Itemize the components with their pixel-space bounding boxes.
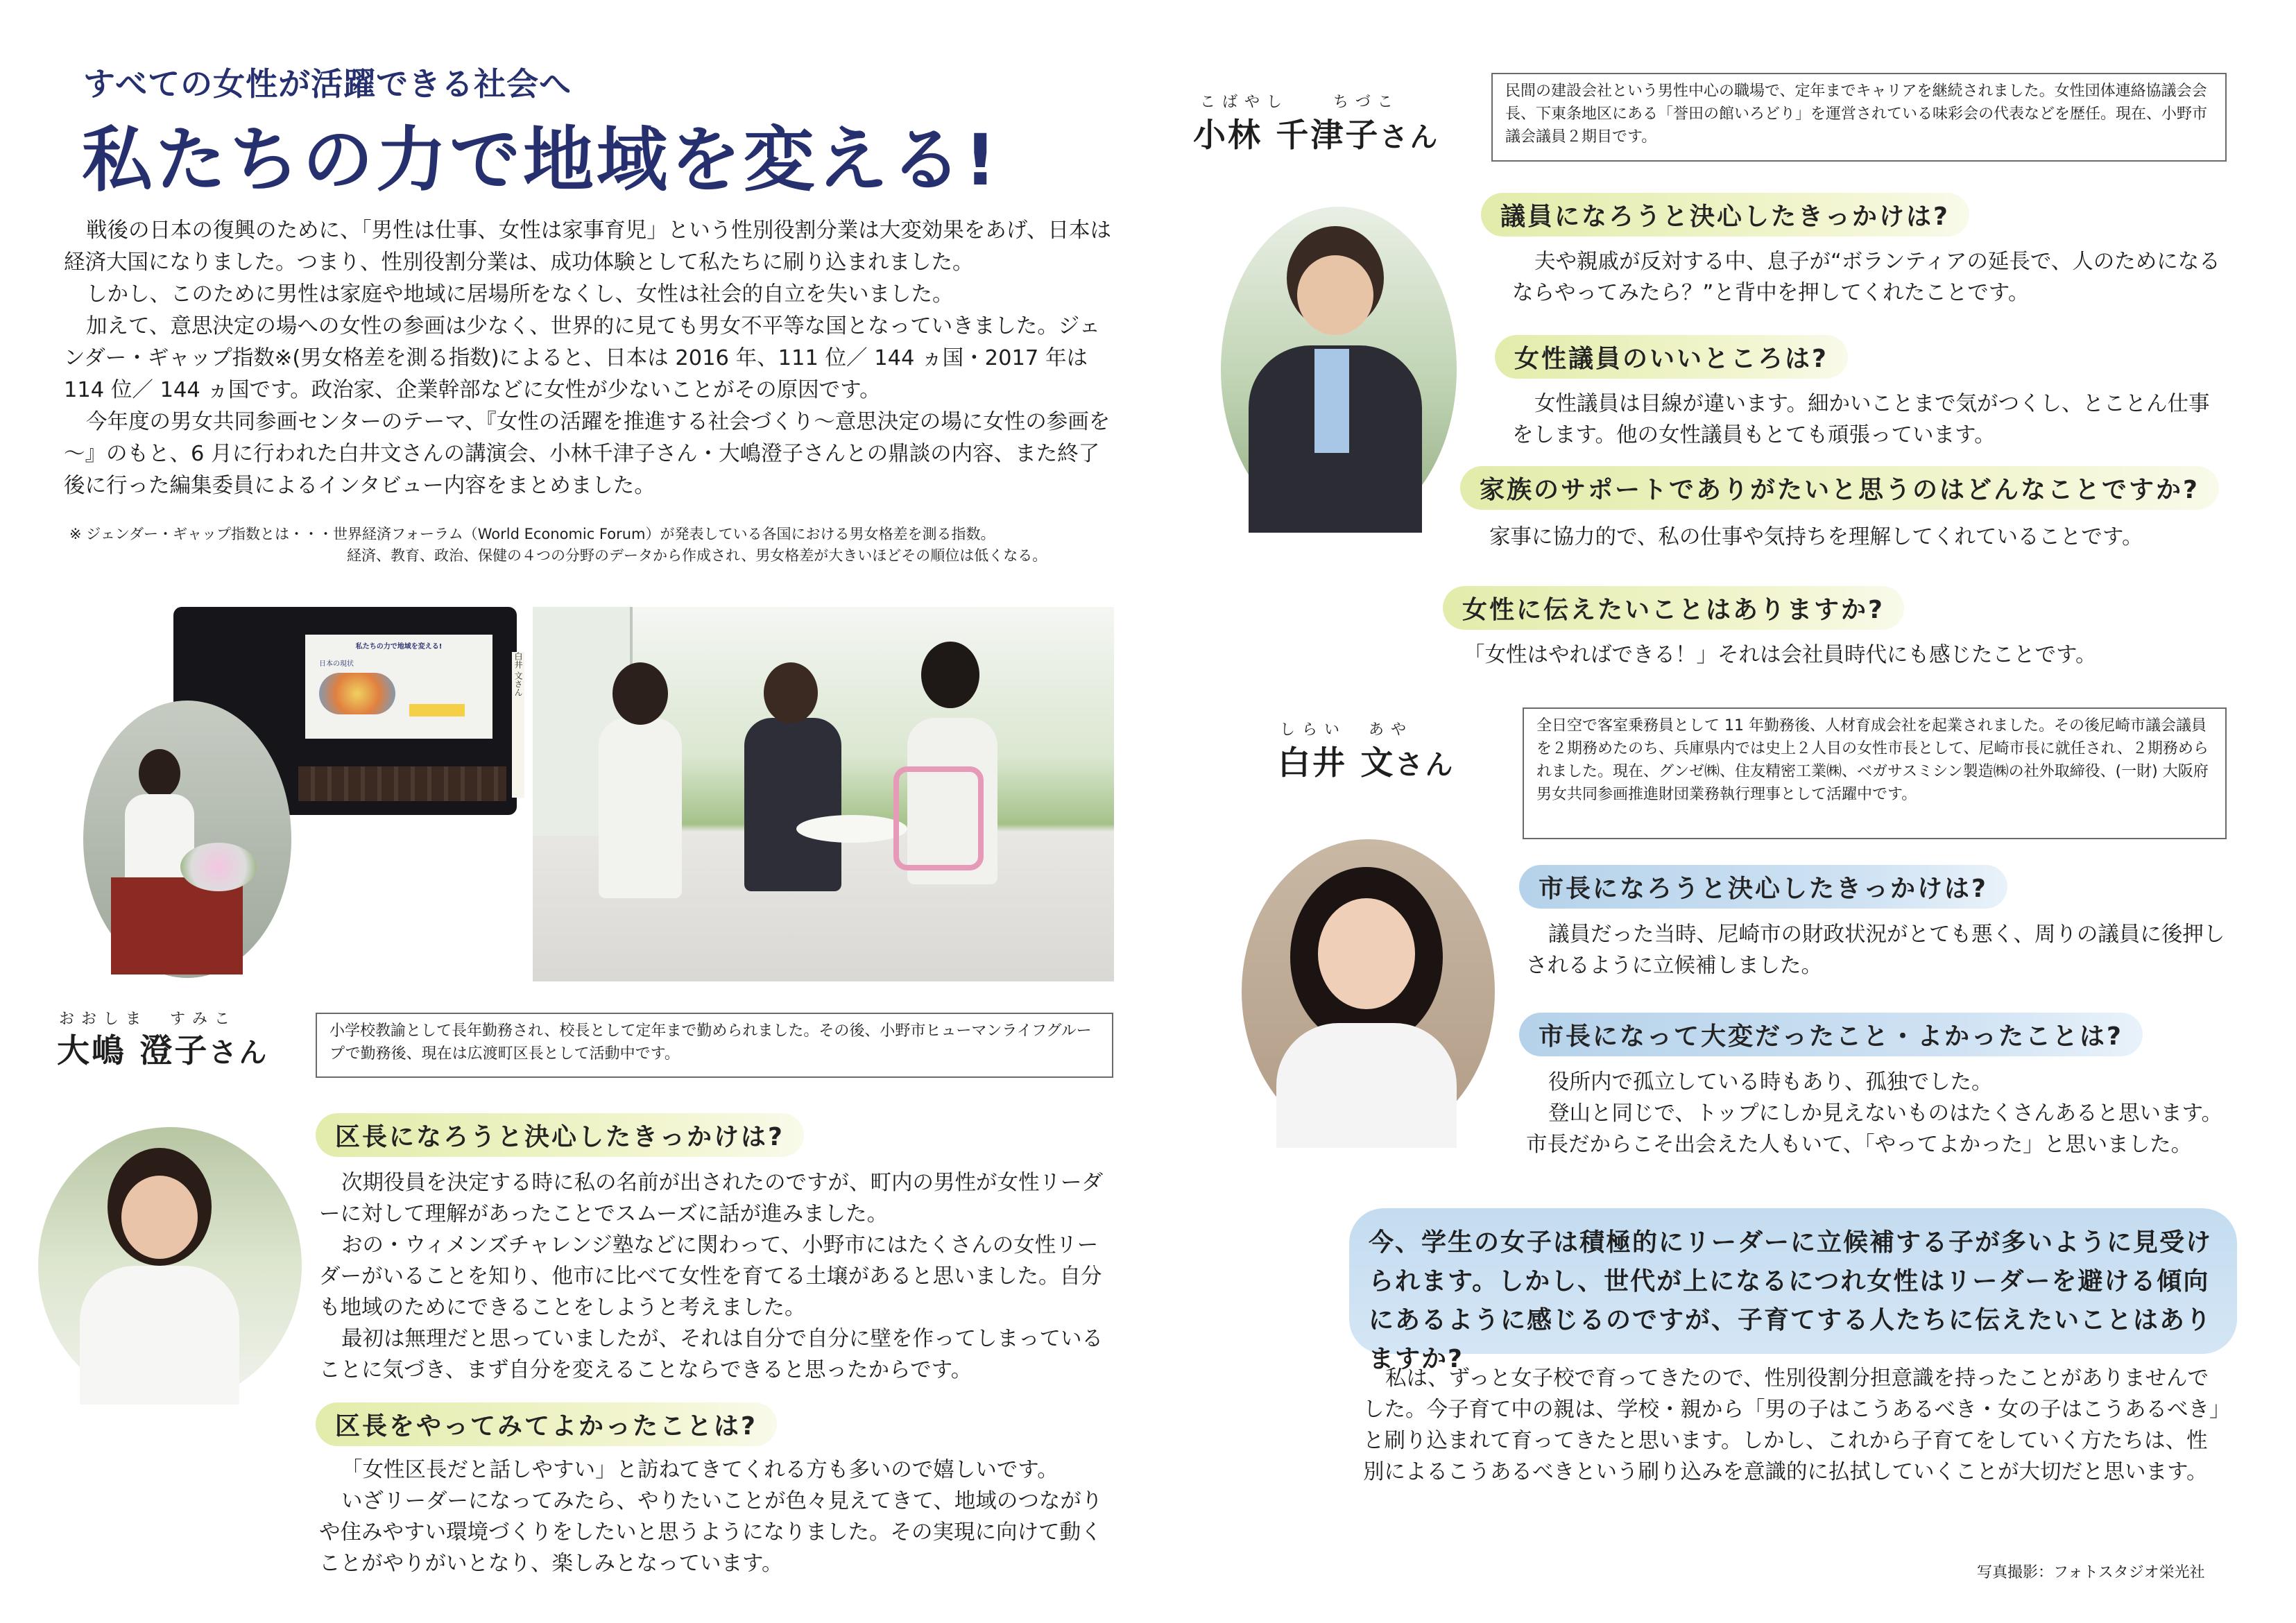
answer-paragraph: 役所内で孤立している時もあり、孤独でした。	[1548, 1070, 1993, 1094]
answer-paragraph: 議員だった当時、尼崎市の財政状況がとても悪く、周りの議員に後押しされるように立候補しました。	[1526, 922, 2225, 978]
kobayashi-question-2: 女性議員のいいところは?	[1495, 335, 1848, 379]
shirai-name	[1278, 737, 1455, 784]
answer-paragraph: おの・ウィメンズチャレンジ塾などに関わって、小野市にはたくさんの女性リーダーがいることを知り、他市に比べて女性を育てる土壌があると思いました。自分も地域のためにできることをしようと考えました。	[319, 1233, 1102, 1320]
intro-paragraph: 戦後の日本の復興のために、「男性は仕事、女性は家事育児」という性別役割分業は大変効果をあげ、日本は経済大国になりました。つまり、性別役割分業は、成功体験として私たちに刷り込まれました。	[64, 218, 1112, 275]
kobayashi-answer-3	[1467, 522, 2230, 553]
slide-title: 私たちの力で地域を変える!	[355, 643, 443, 651]
footnote-line: ※ ジェンダー・ギャップ指数とは・・・世界経済フォーラム（World Economic Forum）が発表している各国における男女格差を測る指数。	[69, 526, 995, 542]
oshima-name	[57, 1025, 268, 1072]
oshima-ruby: おおしま すみこ	[59, 1011, 237, 1028]
answer-paragraph: 家事に協力的で、私の仕事や気持ちを理解してくれていることです。	[1489, 525, 2143, 549]
answer-paragraph: 「女性はやればできる！」それは会社員時代にも感じたことです。	[1464, 643, 2097, 667]
kobayashi-name-text: 小林 千津子	[1193, 117, 1380, 155]
shirai-bio: 全日空で客室乗務員として 11 年勤務後、人材育成会社を起業されました。その後尼崎市議会議員を２期務めたのち、兵庫県内では史上２人目の女性市長として、尼崎市長に就任され、２期務められました。現在、グンゼ㈱、住友精密工業㈱、ベガサスミシン製造㈱の社外取締役、(一財) 大阪府男女共同参画推進財団業務執行理事として活躍中です。	[1523, 707, 2227, 839]
oshima-answer-2	[319, 1454, 1117, 1579]
answer-paragraph: いざリーダーになってみたら、やりたいことが色々見えてきて、地域のつながりや住みやすい環境づくりをしたいと思うようになりました。その実現に向けて動くことがやりがいとなり、楽しみとなっています。	[319, 1489, 1103, 1576]
intro-paragraph: 加えて、意思決定の場への女性の参画は少なく、世界的に見ても男女不平等な国となっていきました。ジェンダー・ギャップ指数※(男女格差を測る指数)によると、日本は 2016 年、111 位／ 144 ヵ国・2017 年は 114 位／ 144 ヵ国です。政治家、企業幹部などに女性が少ないことがその原因です。	[64, 314, 1101, 402]
oshima-name-text: 大嶋 澄子	[57, 1032, 209, 1070]
shirai-face	[1318, 898, 1415, 1009]
kobayashi-question-4: 女性に伝えたいことはありますか?	[1443, 586, 1904, 630]
kobayashi-photo	[1221, 207, 1457, 533]
kobayashi-answer-4	[1464, 639, 2227, 671]
shirai-answer-3	[1363, 1363, 2227, 1488]
shirai-question-3: 今、学生の女子は積極的にリーダーに立候補する子が多いように見受けられます。しかし、世代が上になるにつれ女性はリーダーを避ける傾向にあるように感じるのですが、子育てする人たちに伝えたいことはありますか?	[1349, 1208, 2237, 1354]
panelist-kobayashi	[744, 718, 841, 891]
answer-paragraph: 夫や親戚が反対する中、息子が“ボランティアの延長で、人のためになるならやってみたら？”と背中を押してくれたことです。	[1512, 250, 2220, 305]
kobayashi-answer-2	[1512, 388, 2227, 451]
shirai-answer-1	[1526, 919, 2227, 981]
intro-text	[64, 215, 1118, 502]
shirai-name-suffix: さん	[1395, 749, 1455, 781]
intro-paragraph: しかし、このために男性は家庭や地域に居場所をなくし、女性は社会的自立を失いました。	[86, 282, 954, 307]
oshima-name-suffix: さん	[209, 1037, 269, 1069]
audience-seats	[298, 766, 506, 801]
oshima-question-2: 区長をやってみてよかったことは?	[316, 1402, 777, 1446]
round-table	[796, 815, 907, 843]
slide-highlight	[409, 704, 465, 716]
oshima-face	[121, 1176, 198, 1259]
photo-credit: 写真撮影：フォトスタジオ栄光社	[1977, 1564, 2205, 1581]
footnote-line: 経済、教育、政治、保健の４つの分野のデータから作成され、男女格差が大きいほどその順位は低くなる。	[347, 547, 1047, 564]
page-subtitle: すべての女性が活躍できる社会へ	[83, 65, 572, 103]
kobayashi-question-1: 議員になろうと決心したきっかけは?	[1481, 193, 1969, 237]
kobayashi-bio: 民間の建設会社という男性中心の職場で、定年までキャリアを継続されました。女性団体連絡協議会会長、下東条地区にある「誉田の館いろどり」を運営されている味彩会の代表などを歴任。現在、小野市議会議員２期目です。	[1491, 73, 2227, 162]
panel-discussion-photo	[533, 607, 1114, 981]
speaker-hair	[139, 749, 180, 798]
oshima-bio: 小学校教諭として長年勤務され、校長として定年まで勤められました。その後、小野市ヒューマンライフグループで勤務後、現在は広渡町区長として活動中です。	[316, 1013, 1113, 1078]
podium	[111, 877, 243, 974]
intro-paragraph: 今年度の男女共同参画センターのテーマ、『女性の活躍を推進する社会づくり～意思決定の場に女性の参画を～』のもと、6 月に行われた白井文さんの講演会、小林千津子さん・大嶋澄子さんとの鼎談の内容、また終了後に行った編集委員によるインタビュー内容をまとめました。	[64, 410, 1111, 498]
flowers	[180, 843, 257, 891]
kobayashi-ruby: こばやし ちづこ	[1200, 94, 1400, 111]
oshima-question-1: 区長になろうと決心したきっかけは?	[316, 1113, 804, 1157]
speaker-photo	[83, 701, 291, 978]
panelist-head	[764, 662, 818, 723]
kobayashi-answer-1	[1512, 246, 2227, 309]
page-title: 私たちの力で地域を変える!	[82, 119, 1000, 202]
shirai-photo	[1242, 839, 1495, 1144]
slide-screen	[305, 635, 492, 739]
answer-paragraph: 私は、ずっと女子校で育ってきたので、性別役割分担意識を持ったことがありませんでした。今子育て中の親は、学校・親から「男の子はこうあるべき・女の子はこうあるべき」と刷り込まれて育ってきたと思います。しかし、これから子育てをしていく方たちは、性別によるこうあるべきという刷り込みを意識的に払拭していくことが大切だと思います。	[1363, 1366, 2220, 1484]
answer-paragraph: 最初は無理だと思っていましたが、それは自分で自分に壁を作ってしまっていることに気づき、まず自分を変えることならできると思ったからです。	[319, 1327, 1103, 1382]
shirai-name-text: 白井 文	[1278, 744, 1396, 782]
slide-subtitle: 日本の現状	[319, 660, 354, 668]
oshima-jacket	[80, 1266, 239, 1405]
panelist-head	[612, 662, 668, 725]
slide-diagram-icon	[319, 673, 395, 714]
kobayashi-face	[1297, 255, 1373, 335]
panelist-oshima	[599, 718, 682, 898]
oshima-photo	[38, 1127, 302, 1405]
kobayashi-name	[1193, 110, 1439, 156]
answer-paragraph: 女性議員は目線が違います。細かいことまで気がつくし、とことん仕事をします。他の女性議員もとても頑張っています。	[1512, 392, 2210, 447]
answer-paragraph: 次期役員を決定する時に私の名前が出されたのですが、町内の男性が女性リーダーに対して理解があったことでスムーズに話が進みました。	[319, 1171, 1103, 1226]
panelist-head	[921, 642, 979, 708]
banner-sign: 白井 文さん	[512, 652, 524, 798]
kobayashi-scarf	[1314, 349, 1349, 453]
kobayashi-name-suffix: さん	[1380, 121, 1440, 153]
kobayashi-question-3: 家族のサポートでありがたいと思うのはどんなことですか?	[1460, 466, 2219, 510]
pink-chair	[893, 766, 984, 870]
shirai-jacket	[1276, 1023, 1457, 1148]
shirai-question-1: 市長になろうと決心したきっかけは?	[1519, 865, 2007, 909]
footnote	[69, 524, 1110, 567]
shirai-answer-2	[1526, 1067, 2227, 1160]
answer-paragraph: 「女性区長だと話しやすい」と訪ねてきてくれる方も多いので嬉しいです。	[341, 1458, 1059, 1482]
oshima-answer-1	[319, 1167, 1117, 1386]
answer-paragraph: 登山と同じで、トップにしか見えないものはたくさんあると思います。市長だからこそ出会えた人もいて、「やってよかった」と思いました。	[1526, 1101, 2223, 1157]
shirai-ruby: しらい あや	[1280, 721, 1414, 739]
shirai-question-2: 市長になって大変だったこと・よかったことは?	[1519, 1013, 2143, 1056]
